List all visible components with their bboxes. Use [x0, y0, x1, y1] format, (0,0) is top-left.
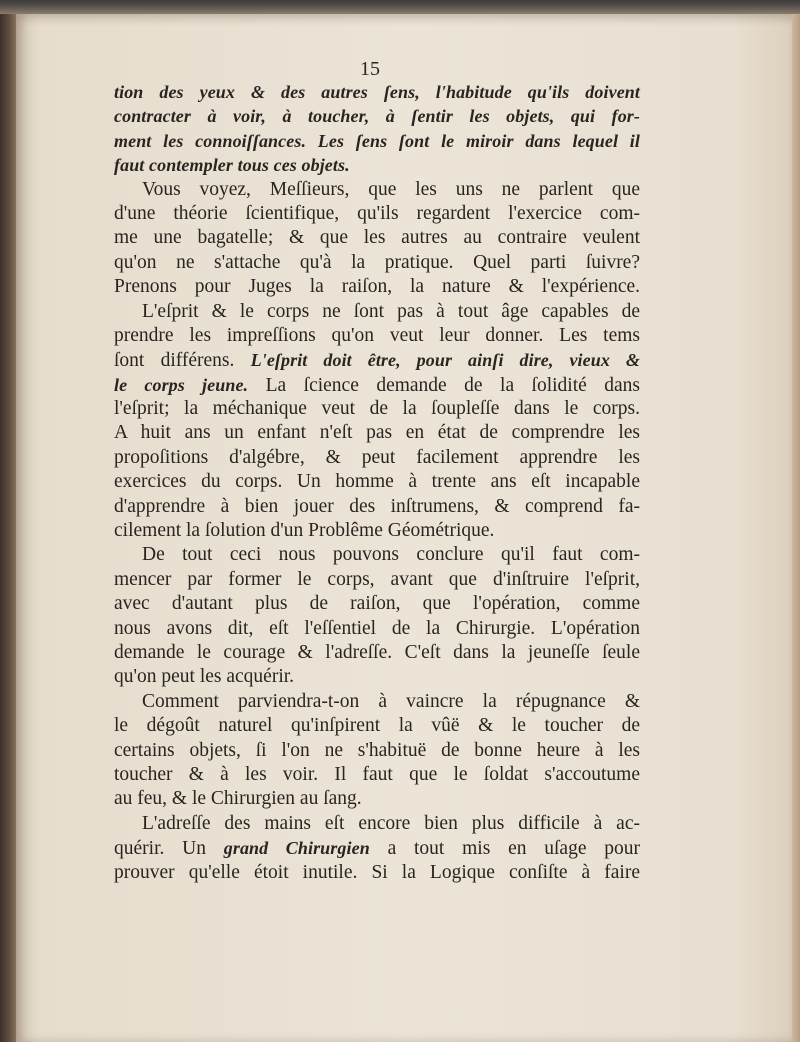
text-line: exercices du corps. Un homme à trente ans eſt incapable — [114, 471, 640, 493]
text-line: d'apprendre à bien jouer des inſtrumens, & comprend fa- — [114, 495, 640, 517]
text-line: certains objets, ſi l'on ne s'habituë de bonne heure à les — [114, 739, 640, 761]
text-line — [114, 836, 640, 860]
text-line: propoſitions d'algébre, & peut facilement apprendre les — [114, 446, 640, 468]
book-spine-edge — [0, 14, 14, 1042]
text-line: De tout ceci nous pouvons conclure qu'il faut com- — [142, 544, 640, 566]
text-line: qu'on ne s'attache qu'à la pratique. Quel parti ſuivre? — [114, 251, 640, 273]
italic-text: tion des yeux & des autres ſens, l'habitude qu'ils doivent — [114, 82, 640, 102]
text-line: toucher & à les voir. Il faut que le ſoldat s'accoutume — [114, 763, 640, 785]
text-line: au feu, & le Chirurgien au ſang. — [114, 788, 362, 810]
text-line: d'une théorie ſcientifique, qu'ils regardent l'exercice com- — [114, 202, 640, 224]
text-line — [114, 348, 640, 372]
text-line: l'eſprit; la méchanique veut de la ſoupleſſe dans le corps. — [114, 398, 640, 420]
italic-text: L'eſprit doit être, pour ainſi dire, vieux & — [250, 350, 640, 371]
italic-text: ment les connoiſſances. Les ſens ſont le miroir dans lequel il — [114, 130, 640, 151]
text-line: qu'on peut les acquérir. — [114, 666, 295, 688]
page-body-text — [114, 80, 640, 885]
roman-text: quérir. Un — [114, 838, 224, 860]
text-line — [114, 153, 640, 177]
italic-text: grand Chirurgien — [223, 838, 370, 859]
book-top-edge — [0, 0, 800, 14]
text-line: cilement la ſolution d'un Problême Géométrique. — [114, 520, 495, 542]
text-line: L'adreſſe des mains eſt encore bien plus difficile à ac- — [142, 812, 640, 834]
text-line: me une bagatelle; & que les autres au contraire veulent — [114, 227, 640, 249]
text-line: Prenons pour Juges la raiſon, la nature & l'expérience. — [114, 276, 640, 298]
page-number: 15 — [360, 58, 380, 80]
text-line — [114, 104, 640, 128]
text-line: prouver qu'elle étoit inutile. Si la Logique conſiſte à faire — [114, 861, 640, 883]
text-line: Comment parviendra-t-on à vaincre la répugnance & — [142, 690, 640, 712]
roman-text: La ſcience demande de la ſolidité dans — [248, 374, 641, 396]
text-line: mencer par former le corps, avant que d'inſtruire l'eſprit, — [114, 568, 640, 590]
text-line — [114, 129, 640, 153]
roman-text: a tout mis en uſage pour — [369, 838, 640, 860]
italic-text: le corps jeune. — [114, 374, 249, 395]
text-line: prendre les impreſſions qu'on veut leur donner. Les tems — [114, 324, 640, 346]
italic-text: contracter à voir, à toucher, à ſentir les objets, qui for- — [114, 106, 640, 127]
text-line: Vous voyez, Meſſieurs, que les uns ne parlent que — [142, 178, 640, 200]
text-line — [114, 80, 640, 104]
text-line: L'eſprit & le corps ne ſont pas à tout âge capables de — [142, 300, 640, 322]
page-right-edge — [792, 14, 800, 1042]
italic-text: faut contempler tous ces objets. — [114, 155, 350, 176]
text-line — [114, 373, 640, 397]
text-line: avec d'autant plus de raiſon, que l'opération, comme — [114, 593, 640, 615]
roman-text: ſont différens. — [114, 350, 251, 372]
text-line: nous avons dit, eſt l'eſſentiel de la Chirurgie. L'opération — [114, 617, 640, 639]
text-line: A huit ans un enfant n'eſt pas en état de comprendre les — [114, 422, 640, 444]
text-line: le dégoût naturel qu'inſpirent la vûë & le toucher de — [114, 715, 640, 737]
text-line: demande le courage & l'adreſſe. C'eſt dans la jeuneſſe ſeule — [114, 641, 640, 663]
